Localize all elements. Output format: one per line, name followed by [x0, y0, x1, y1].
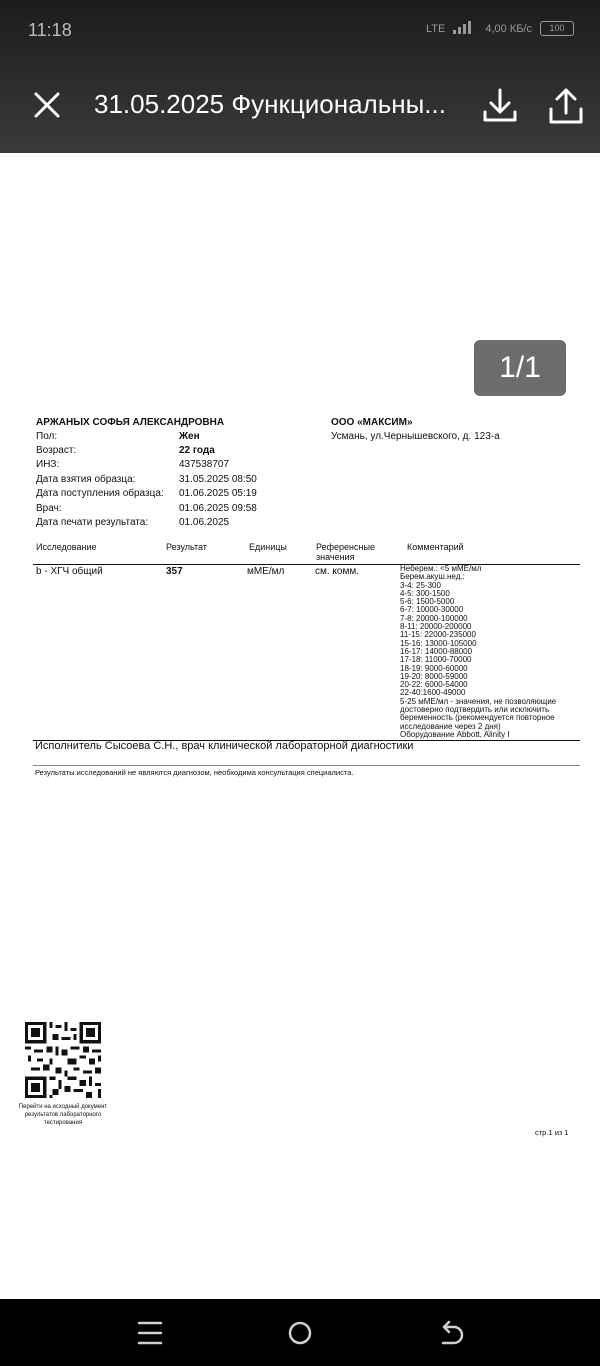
column-header-study: Исследование — [36, 542, 97, 552]
result-units: мМЕ/мл — [247, 566, 285, 577]
column-header-comment: Комментарий — [407, 542, 464, 552]
comment-line: беременность (рекомендуется повторное — [400, 713, 555, 723]
comment-line: 5-25 мМЕ/мл - значения, не позволяющие — [400, 696, 557, 706]
top-app-bar — [0, 0, 600, 153]
patient-name: АРЖАНЫХ СОФЬЯ АЛЕКСАНДРОВНА — [36, 417, 225, 428]
status-indicators — [426, 20, 574, 37]
column-header-reference — [316, 542, 375, 562]
data-speed: 4,00 КБ/с — [485, 22, 532, 35]
lab-name: ООО «МАКСИМ» — [331, 417, 413, 428]
field-label-sample-date: Дата взятия образца: — [36, 474, 136, 485]
battery-icon: 100 — [540, 21, 574, 36]
result-study: b - ХГЧ общий — [36, 566, 103, 577]
result-reference: см. комм. — [315, 566, 360, 577]
field-label-doctor: Врач: — [36, 503, 62, 514]
download-icon — [481, 86, 519, 126]
page-indicator: 1/1 — [474, 340, 566, 396]
comment-line: 19-20: 8000-59000 — [400, 671, 468, 681]
document-page — [0, 153, 600, 1299]
field-value-received-date: 01.06.2025 05:19 — [179, 488, 257, 499]
field-value-inz: 437538707 — [179, 459, 230, 470]
column-header-units: Единицы — [249, 542, 287, 552]
comment-line: 7-8: 20000-100000 — [400, 613, 468, 623]
field-value-age: 22 года — [179, 445, 215, 456]
comment-line: достоверно подтвердить или исключить — [400, 705, 550, 715]
qr-code[interactable] — [25, 1022, 101, 1098]
system-nav-bar — [0, 1299, 600, 1366]
close-icon — [30, 88, 64, 122]
field-label-print-date: Дата печати результата: — [36, 517, 149, 528]
comment-line: 15-16: 13000-105000 — [400, 638, 477, 648]
signal-icon — [453, 20, 477, 37]
document-title: 31.05.2025 Функциональны... — [94, 89, 446, 119]
column-header-reference-line2: значения — [316, 552, 355, 562]
comment-line: 3-4: 25-300 — [400, 580, 441, 590]
menu-icon — [130, 1313, 170, 1353]
share-button[interactable] — [546, 85, 586, 127]
field-label-sex: Пол: — [36, 431, 58, 442]
share-icon — [546, 85, 586, 127]
comment-line: 11-15: 22000-235000 — [400, 630, 476, 640]
lab-address: Усмань, ул.Чернышевского, д. 123-а — [331, 431, 500, 442]
recent-apps-button[interactable] — [130, 1313, 170, 1353]
comment-line: 8-11: 20000-200000 — [400, 622, 472, 632]
result-value: 357 — [166, 566, 183, 577]
comment-line: Оборудование Abbott, Alinity I — [400, 729, 510, 739]
field-value-sex: Жен — [179, 431, 200, 442]
comment-line: 20-22: 6000-54000 — [400, 680, 468, 690]
comment-line: 6-7: 10000-30000 — [400, 605, 464, 615]
field-label-received-date: Дата поступления образца: — [36, 488, 164, 499]
field-value-doctor: 01.06.2025 09:58 — [179, 503, 257, 514]
field-label-inz: ИНЗ: — [36, 459, 60, 470]
comment-line: Берем.акуш.нед.: — [400, 572, 465, 582]
close-button[interactable] — [30, 88, 64, 122]
result-comment — [400, 565, 575, 739]
qr-caption: Перейти на исходный документ результатов лабораторного тестирования — [18, 1104, 108, 1126]
column-header-result: Результат — [166, 542, 207, 552]
home-button[interactable] — [280, 1313, 320, 1353]
disclaimer-divider — [33, 765, 580, 766]
download-button[interactable] — [481, 86, 519, 126]
back-icon — [430, 1313, 470, 1353]
comment-line: 4-5: 300-1500 — [400, 588, 450, 598]
comment-line: 16-17: 14000-88000 — [400, 646, 473, 656]
comment-line: исследование через 2 дня) — [400, 721, 501, 731]
page-number: стр.1 из 1 — [535, 1128, 569, 1137]
field-value-print-date: 01.06.2025 — [179, 517, 230, 528]
comment-line: 17-18: 11000-70000 — [400, 655, 472, 665]
comment-line: Неберем.: <5 мМЕ/мл — [400, 564, 482, 573]
performer: Исполнитель Сысоева С.Н., врач клинической лабораторной диагностики — [35, 740, 414, 752]
comment-line: 5-6: 1500-5000 — [400, 597, 455, 607]
comment-line: 18-19: 9000-60000 — [400, 663, 468, 673]
field-value-sample-date: 31.05.2025 08:50 — [179, 474, 257, 485]
field-label-age: Возраст: — [36, 445, 77, 456]
status-time: 11:18 — [28, 20, 72, 40]
home-icon — [280, 1313, 320, 1353]
network-indicator: LTE — [425, 22, 446, 35]
back-button[interactable] — [430, 1313, 470, 1353]
comment-line: 22-40:1600-49000 — [400, 688, 466, 698]
disclaimer: Результаты исследований не являются диагнозом, необходима консультация специалиста. — [35, 768, 354, 777]
column-header-reference-line1: Референсные — [316, 542, 375, 552]
